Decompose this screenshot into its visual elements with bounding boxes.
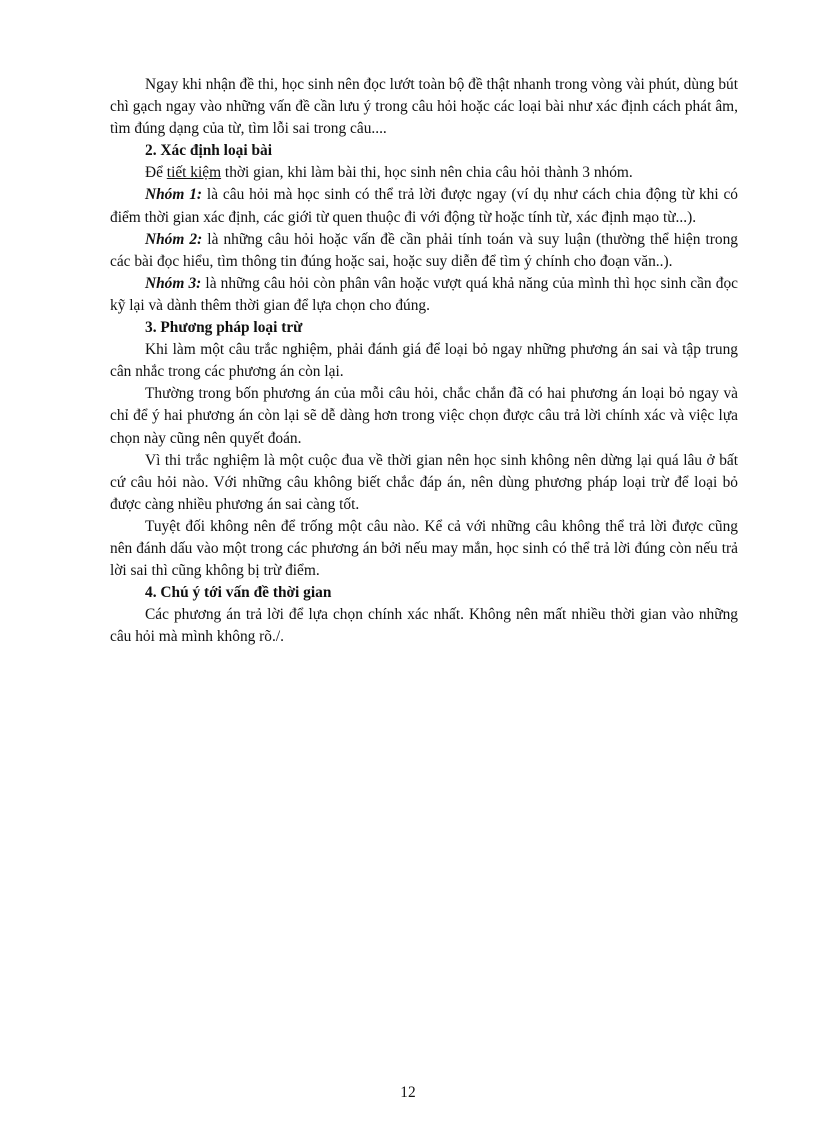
- page-body: [110, 74, 738, 648]
- text-segment: thời gian, khi làm bài thi, học sinh nên chia câu hỏi thành 3 nhóm.: [221, 164, 633, 182]
- underlined-term: tiết kiệm: [166, 164, 222, 182]
- group-3-label: Nhóm 3:: [145, 274, 202, 292]
- page-number: 12: [400, 1084, 416, 1101]
- paragraph-intro: Ngay khi nhận đề thi, học sinh nên đọc lướt toàn bộ đề thật nhanh trong vòng vài phút, dùng bút chì gạch ngay vào những vấn đề cần lưu ý trong câu hỏi hoặc các loại bài như xác định cách phát âm, tìm đúng dạng của từ, tìm lỗi sai trong câu....: [110, 76, 738, 138]
- group-2-text: là những câu hỏi hoặc vấn đề cần phải tính toán và suy luận (thường thể hiện trong các bài đọc hiểu, tìm thông tin đúng hoặc sai, hoặc suy diễn để tìm ý chính cho đoạn văn..).: [110, 230, 738, 270]
- paragraph-elimination-2: Thường trong bốn phương án của mỗi câu hỏi, chắc chắn đã có hai phương án loại bỏ ngay và chỉ để ý hai phương án còn lại sẽ dễ dàng hơn trong việc chọn được câu trả lời chính xác và việc lựa chọn này cũng nên quyết đoán.: [110, 385, 738, 447]
- paragraph-elimination-1: Khi làm một câu trắc nghiệm, phải đánh giá để loại bỏ ngay những phương án sai và tập trung cân nhắc trong các phương án còn lại.: [110, 341, 738, 381]
- paragraph-group-1: [110, 184, 738, 228]
- text-segment: Để: [145, 164, 167, 182]
- group-1-label: Nhóm 1:: [145, 186, 203, 204]
- heading-section-4: 4. Chú ý tới vấn đề thời gian: [145, 584, 332, 602]
- paragraph-group-3: [110, 273, 738, 317]
- heading-section-3: 3. Phương pháp loại trừ: [145, 319, 303, 337]
- paragraph-elimination-4: Tuyệt đối không nên để trống một câu nào. Kể cả với những câu không thể trả lời được cũng nên đánh dấu vào một trong các phương án bởi nếu may mắn, học sinh có thể trả lời đúng còn nếu trả lời sai thì cũng không bị trừ điểm.: [110, 517, 738, 580]
- paragraph-group-2: [110, 229, 738, 273]
- group-1-text: là câu hỏi mà học sinh có thể trả lời được ngay (ví dụ như cách chia động từ khi có điểm thời gian xác định, các giới từ quen thuộc đi với động từ hoặc tính từ, xác định mạo từ...).: [110, 186, 739, 226]
- paragraph-elimination-3: Vì thi trắc nghiệm là một cuộc đua về thời gian nên học sinh không nên dừng lại quá lâu ở bất cứ câu hỏi nào. Với những câu không biết chắc đáp án, nên dùng phương pháp loại trừ để loại bỏ được càng nhiều phương án sai càng tốt.: [110, 451, 738, 513]
- heading-section-2: 2. Xác định loại bài: [145, 142, 273, 160]
- group-3-text: là những câu hỏi còn phân vân hoặc vượt quá khả năng của mình thì học sinh cần đọc kỹ lại và dành thêm thời gian để lựa chọn cho đúng.: [110, 274, 738, 314]
- group-2-label: Nhóm 2:: [145, 230, 203, 248]
- paragraph-time-attention: Các phương án trả lời để lựa chọn chính xác nhất. Không nên mất nhiều thời gian vào những câu hỏi mà mình không rõ./.: [110, 606, 738, 646]
- paragraph-time-saving: [110, 162, 738, 184]
